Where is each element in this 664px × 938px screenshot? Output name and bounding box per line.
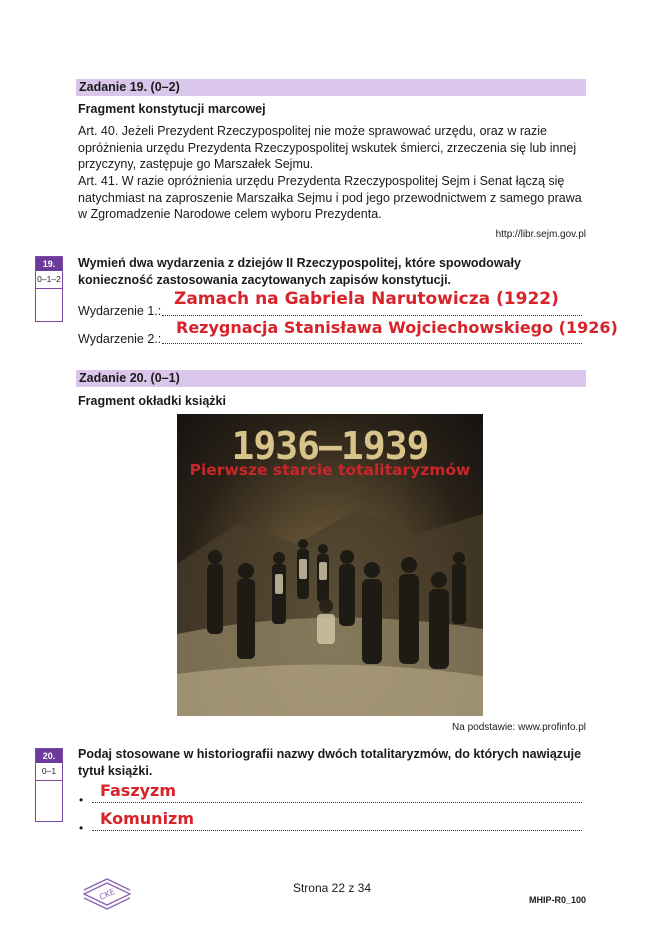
score-points: 0–1 <box>36 763 62 781</box>
score-box-19 <box>35 256 63 322</box>
event-2-answer-line[interactable] <box>162 343 582 344</box>
question-line: tytuł książki. <box>78 763 153 778</box>
answer-2: Komunizm <box>100 809 195 828</box>
event-1-answer: Zamach na Gabriela Narutowicza (1922) <box>174 289 559 309</box>
question-line: Wymień dwa wydarzenia z dziejów II Rzeczypospolitej, które spowodowały <box>78 256 521 270</box>
score-number: 19. <box>36 257 62 271</box>
task-20-title: Fragment okładki książki <box>78 394 226 408</box>
article-41-line: w Zgromadzenie Narodowe celem wyboru Prezydenta. <box>78 207 382 221</box>
cover-title: 1936–1939 <box>231 424 429 468</box>
article-41-line: natychmiast na zaproszenie Marszałka Sejmu i pod jego przewodnictwem z samego prawa <box>78 190 582 205</box>
task-20-source: Na podstawie: www.profinfo.pl <box>452 722 586 733</box>
question-line: Podaj stosowane w historiografii nazwy dwóch totalitaryzmów, do których nawiązuje <box>78 747 582 761</box>
task-19-title: Fragment konstytucji marcowej <box>78 102 266 116</box>
logo-text: CKE <box>98 887 117 902</box>
article-40-line: przyczyny, zastępuje go Marszałek Sejmu. <box>78 157 314 171</box>
article-40-line: Art. 40. Jeżeli Prezydent Rzeczypospolitej nie może sprawować urzędu, oraz w razie <box>78 124 547 138</box>
task-20-header: Zadanie 20. (0–1) <box>76 370 586 387</box>
document-code: MHIP-R0_100 <box>528 895 586 905</box>
event-1-label: Wydarzenie 1.: <box>78 304 162 318</box>
article-41 <box>78 173 593 223</box>
answer-1-line[interactable] <box>92 802 582 803</box>
task-19-header: Zadanie 19. (0–2) <box>76 79 586 96</box>
event-2-answer: Rezygnacja Stanisława Wojciechowskiego (1926) <box>176 318 618 337</box>
answer-1: Faszyzm <box>100 781 177 800</box>
bullet-icon: • <box>79 821 84 835</box>
score-points: 0–1–2 <box>36 271 62 289</box>
score-field[interactable] <box>36 781 62 821</box>
article-40 <box>78 123 593 173</box>
score-number: 20. <box>36 749 62 763</box>
event-2-label: Wydarzenie 2.: <box>78 332 162 346</box>
article-41-line: Art. 41. W razie opróżnienia urzędu Prezydenta Rzeczypospolitej Sejm i Senat łączą się <box>78 174 565 188</box>
question-line: konieczność zastosowania zacytowanych zapisów konstytucji. <box>78 272 452 287</box>
book-cover-image <box>177 414 483 716</box>
cover-subtitle: Pierwsze starcie totalitaryzmów <box>189 461 471 479</box>
task-19-question <box>78 255 521 288</box>
page-number: Strona 22 z 34 <box>292 881 372 895</box>
task-20-question <box>78 746 581 779</box>
task-19-source: http://libr.sejm.gov.pl <box>495 229 586 240</box>
answer-2-line[interactable] <box>92 830 582 831</box>
event-1-answer-line[interactable] <box>162 315 582 316</box>
score-field[interactable] <box>36 289 62 321</box>
article-40-line: opróżnienia urzędu Prezydenta Rzeczypospolitej wskutek śmierci, zrzeczenia się lub innej <box>78 140 577 155</box>
bullet-icon: • <box>79 793 84 807</box>
score-box-20 <box>35 748 63 822</box>
